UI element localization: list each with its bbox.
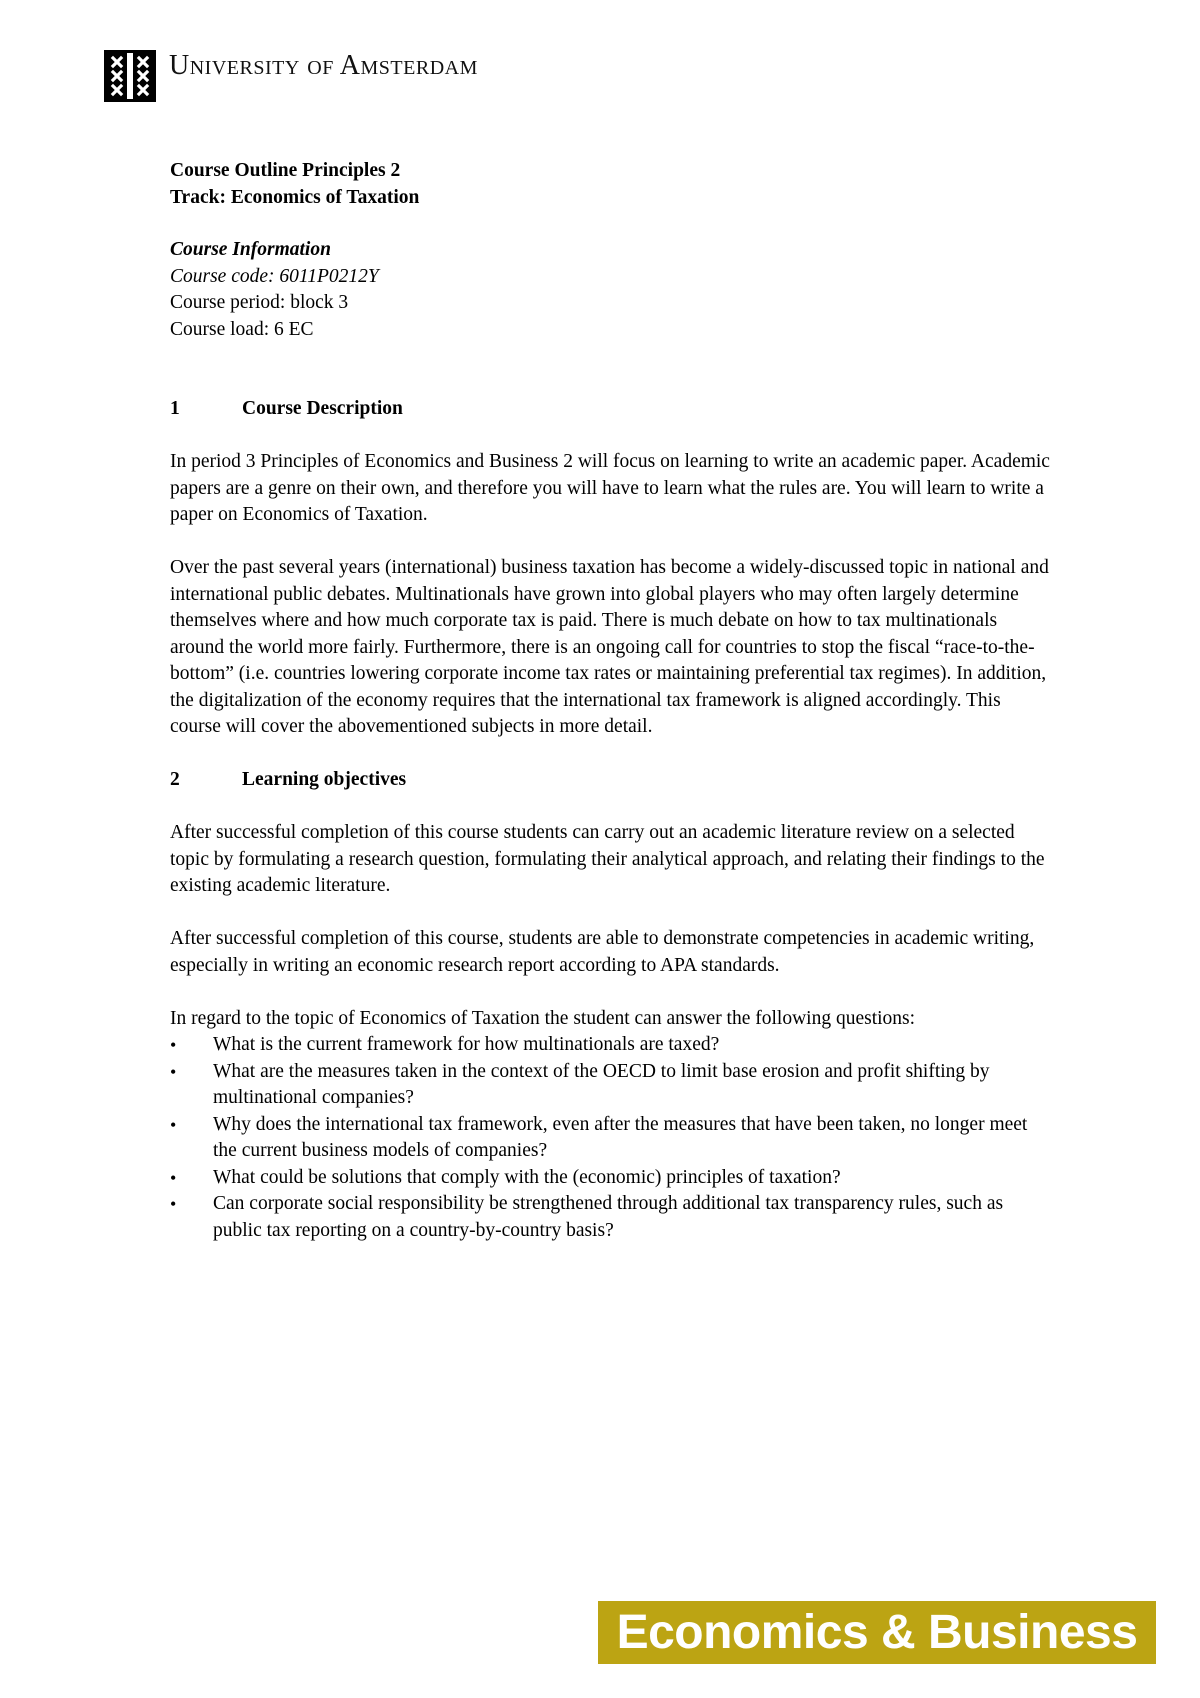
bullet-icon: • <box>170 1194 177 1214</box>
objectives-list <box>170 1032 1050 1244</box>
course-track: Track: Economics of Taxation <box>170 186 420 208</box>
section-title: Learning objectives <box>242 769 407 790</box>
bullet-icon: • <box>170 1167 177 1188</box>
course-period: Course period: block 3 <box>170 292 349 313</box>
section-number: 2 <box>170 769 180 790</box>
document-body <box>170 158 1050 1244</box>
list-item <box>170 1191 1050 1244</box>
list-item <box>170 1112 1050 1165</box>
section-title: Course Description <box>242 398 403 419</box>
bullet-icon: • <box>170 1114 177 1135</box>
university-name: University of Amsterdam <box>169 50 478 81</box>
course-information <box>170 237 1050 343</box>
list-item <box>170 1032 1050 1059</box>
course-code: Course code: 6011P0212Y <box>170 265 379 287</box>
list-item-text: What are the measures taken in the context of the OECD to limit base erosion and profit shifting by multinational companies? <box>213 1060 990 1108</box>
list-item <box>170 1059 1050 1112</box>
section-heading-objectives <box>170 767 1050 794</box>
list-item-text: What is the current framework for how multinationals are taxed? <box>213 1034 720 1055</box>
bullet-icon: • <box>170 1061 177 1082</box>
paragraph: In period 3 Principles of Economics and Business 2 will focus on learning to write an academic paper. Academic papers are a genre on their own, and therefore you will have to learn what the rules are. You will learn to write a paper on Economics of Taxation. <box>170 451 1050 525</box>
uva-crest-icon <box>104 50 156 102</box>
page-header <box>104 50 478 102</box>
course-load: Course load: 6 EC <box>170 318 314 340</box>
paragraph: After successful completion of this course students can carry out an academic literature review on a selected topic by formulating a research question, formulating their analytical approach, and relating their findings to the existing academic literature. <box>170 822 1045 896</box>
list-item <box>170 1165 1050 1192</box>
bullet-icon: • <box>170 1035 177 1055</box>
section-heading-description <box>170 396 1050 423</box>
list-item-text: Why does the international tax framework, even after the measures that have been taken, no longer meet the current business models of companies? <box>213 1113 1028 1161</box>
list-item-text: What could be solutions that comply with the (economic) principles of taxation? <box>213 1166 841 1188</box>
economics-business-logo: Economics & Business <box>598 1601 1156 1664</box>
paragraph: After successful completion of this course, students are able to demonstrate competencies in academic writing, especially in writing an economic research report according to APA standards. <box>170 928 1035 976</box>
course-info-heading: Course Information <box>170 239 331 260</box>
paragraph: Over the past several years (international) business taxation has become a widely-discussed topic in national and international public debates. Multinationals have grown into global players who may often largely determine themselves where and how much corporate tax is paid. There is much debate on how to tax multinationals around the world more fairly. Furthermore, there is an ongoing call for countries to stop the fiscal “race-to-the-bottom” (i.e. countries lowering corporate income tax rates or maintaining preferential tax regimes). In addition, the digitalization of the economy requires that the international tax framework is aligned accordingly. This course will cover the abovementioned subjects in more detail. <box>170 557 1049 737</box>
paragraph: In regard to the topic of Economics of Taxation the student can answer the following questions: <box>170 1007 916 1029</box>
section-number: 1 <box>170 398 180 419</box>
course-title: Course Outline Principles 2 <box>170 160 401 181</box>
list-item-text: Can corporate social responsibility be strengthened through additional tax transparency rules, such as public tax reporting on a country-by-country basis? <box>213 1193 1004 1241</box>
